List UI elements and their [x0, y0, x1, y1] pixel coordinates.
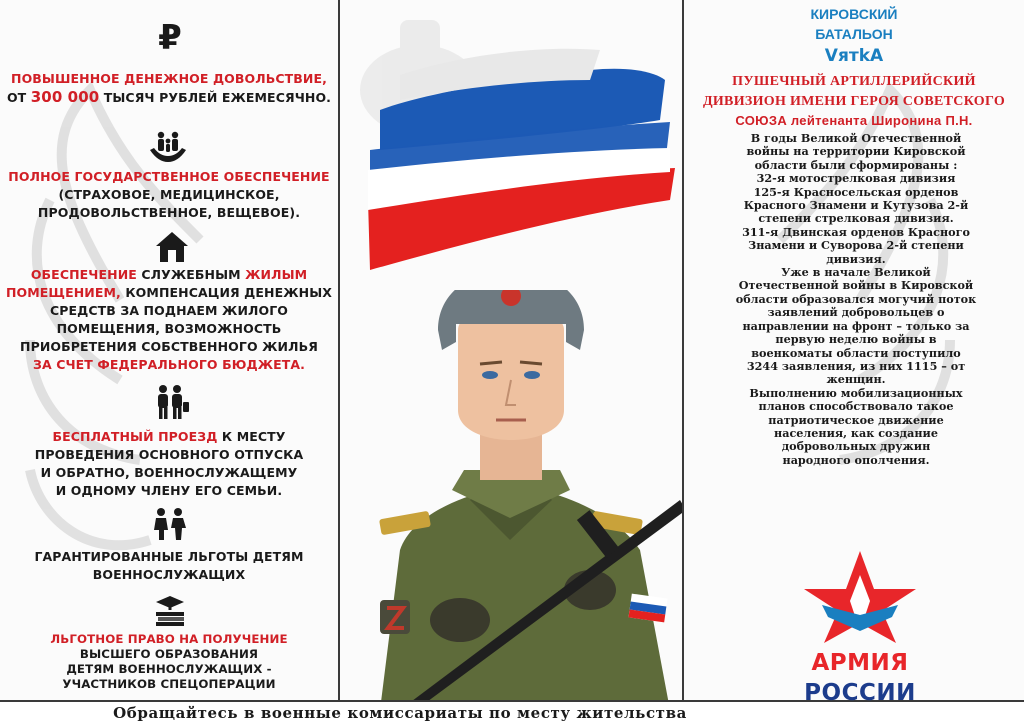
history-text-line: 32-я мотострелковая дивизия [756, 171, 956, 186]
benefit-children-line: ГАРАНТИРОВАННЫЕ ЛЬГОТЫ ДЕТЯМ [34, 549, 304, 564]
history-text-line: патриотическое движение [768, 412, 944, 427]
history-text [698, 132, 1014, 467]
benefit-housing-line: ПОМЕЩЕНИЯ, ВОЗМОЖНОСТЬ [56, 321, 282, 336]
house-icon [152, 228, 192, 264]
travelers-icon [150, 384, 190, 420]
history-text-line: Отечественной войны в Кировской [738, 278, 974, 293]
history-text-line: направлении на фронт – только за [742, 318, 970, 333]
division-title-line2: ДИВИЗИОН ИМЕНИ ГЕРОЯ СОВЕТСКОГО [702, 94, 1006, 109]
footer-call-to-action: Обращайтесь в военные комиссариаты по месту жительства [113, 704, 687, 722]
benefit-state-support-line: (СТРАХОВОЕ, МЕДИЦИНСКОЕ, [58, 187, 280, 202]
benefit-free-travel [4, 428, 334, 500]
benefit-housing [4, 266, 334, 374]
benefit-housing-text-2: КОМПЕНСАЦИЯ ДЕНЕЖНЫХ [120, 285, 333, 300]
books-graduation-cap-icon [150, 592, 190, 628]
history-text-line: женщин. [826, 372, 886, 387]
children-icon [150, 506, 190, 542]
history-text-line: военкоматы области поступило [751, 345, 961, 360]
history-text-line: Красного Знамени и Кутузова 2-й [743, 198, 969, 213]
benefit-salary-title: ПОВЫШЕННОЕ ДЕНЕЖНОЕ ДОВОЛЬСТВИЕ, [11, 71, 327, 86]
benefit-salary-text-2: ТЫСЯЧ РУБЛЕЙ ЕЖЕМЕСЯЧНО. [99, 90, 332, 105]
benefit-housing-line: СРЕДСТВ ЗА ПОДНАЕМ ЖИЛОГО [49, 303, 289, 318]
battalion-title-line1: КИРОВСКИЙ [810, 6, 898, 22]
army-logo-line1: АРМИЯ [811, 650, 909, 676]
history-text-line: дивизия. [826, 251, 886, 266]
benefit-free-travel-title: БЕСПЛАТНЫЙ ПРОЕЗД [52, 429, 218, 444]
battalion-name: VятkА [824, 46, 884, 66]
history-text-line: степени стрелковая дивизия. [758, 211, 954, 226]
soldier-illustration-area [340, 0, 682, 700]
history-text-line: 311-я Двинская орденов Красного [742, 224, 970, 239]
history-text-line: В годы Великой Отечественной [750, 131, 962, 145]
history-text-line: планов способствовало такое [758, 399, 954, 414]
benefit-salary-amount: 300 000 [30, 88, 100, 106]
benefit-state-support-title: ПОЛНОЕ ГОСУДАРСТВЕННОЕ ОБЕСПЕЧЕНИЕ [8, 169, 330, 184]
benefit-housing-line: ПРИОБРЕТЕНИЯ СОБСТВЕННОГО ЖИЛЬЯ [20, 339, 318, 354]
benefit-free-travel-line: ПРОВЕДЕНИЯ ОСНОВНОГО ОТПУСКА [34, 447, 304, 462]
benefit-housing-title-3: ПОМЕЩЕНИЕМ, [5, 285, 121, 300]
history-text-line: заявлений добровольцев о [767, 305, 945, 320]
army-logo-line2: РОССИИ [804, 680, 916, 706]
benefit-free-travel-line: И ОДНОМУ ЧЛЕНУ ЕГО СЕМЬИ. [55, 483, 283, 498]
division-title-line3: СОЮЗА лейтенанта Широнина П.Н. [735, 113, 973, 128]
history-text-line: первую неделю войны в [775, 332, 937, 347]
benefit-housing-title-2: ЖИЛЫМ [245, 267, 308, 282]
benefit-education-line: УЧАСТНИКОВ СПЕЦОПЕРАЦИИ [62, 677, 276, 691]
benefits-column [0, 0, 338, 700]
benefit-state-support [4, 168, 334, 222]
benefit-free-travel-text: К МЕСТУ [217, 429, 286, 444]
benefit-children [4, 548, 334, 584]
history-text-line: народного ополчения. [782, 452, 930, 467]
benefit-housing-budget: ЗА СЧЕТ ФЕДЕРАЛЬНОГО БЮДЖЕТА. [32, 357, 305, 372]
benefit-free-travel-line: И ОБРАТНО, ВОЕННОСЛУЖАЩЕМУ [40, 465, 298, 480]
benefit-salary-text: ОТ [6, 90, 31, 105]
benefit-children-line: ВОЕННОСЛУЖАЩИХ [92, 567, 246, 582]
ruble-icon: ₽ [158, 18, 182, 58]
history-text-line: 125-я Красносельская орденов [753, 184, 959, 199]
benefit-education-line: ВЫСШЕГО ОБРАЗОВАНИЯ [79, 647, 259, 661]
history-text-line: населения, как создание [774, 425, 938, 440]
history-text-line: 3244 заявления, из них 1115 – от [746, 358, 966, 373]
soldier-figure [340, 290, 682, 700]
russian-flag-brushstroke [340, 0, 682, 300]
division-title-line1: ПУШЕЧНЫЙ АРТИЛЛЕРИЙСКИЙ [732, 74, 976, 89]
benefit-state-support-line: ПРОДОВОЛЬСТВЕННОЕ, ВЕЩЕВОЕ). [37, 205, 301, 220]
army-star-icon [800, 545, 920, 645]
history-text-line: добровольных дружин [781, 439, 931, 454]
history-text-line: области образовался могучий поток [735, 291, 977, 306]
benefit-education-line: ДЕТЯМ ВОЕННОСЛУЖАЩИХ - [66, 662, 272, 676]
history-text-line: Уже в начале Великой [781, 265, 931, 280]
benefit-education-title: ЛЬГОТНОЕ ПРАВО НА ПОЛУЧЕНИЕ [50, 632, 288, 646]
benefit-salary [4, 70, 334, 107]
history-text-line: Выполнению мобилизационных [749, 385, 963, 400]
battalion-title-line2: БАТАЛЬОН [815, 26, 893, 42]
benefit-education [4, 632, 334, 692]
benefit-housing-title: ОБЕСПЕЧЕНИЕ [30, 267, 137, 282]
history-text-line: Знамени и Суворова 2-й степени [748, 238, 964, 253]
history-text-line: области были сформированы : [754, 157, 958, 172]
history-text-line: войны на территории Кировской [746, 144, 966, 159]
family-hands-icon [148, 128, 188, 164]
benefit-housing-text: СЛУЖЕБНЫМ [136, 267, 246, 282]
